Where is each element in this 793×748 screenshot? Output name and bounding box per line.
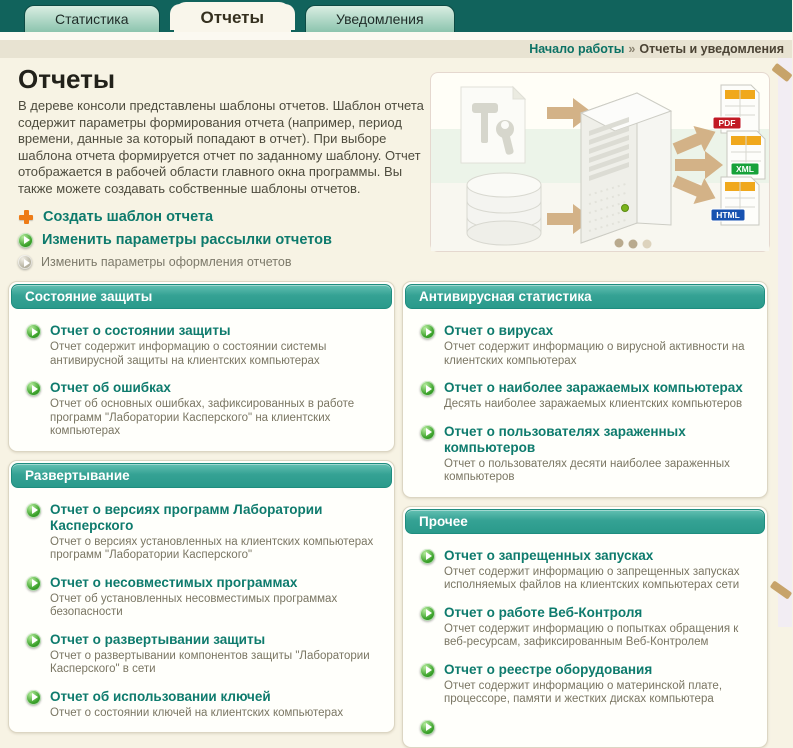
report-link[interactable]: Отчет о версиях программ Лаборатории Касперского: [50, 501, 323, 533]
report-link[interactable]: Отчет о несовместимых программах: [50, 574, 298, 590]
play-icon: [420, 549, 435, 564]
reports-illustration: [430, 72, 770, 252]
report-item[interactable]: [9, 677, 394, 721]
report-item[interactable]: [403, 650, 767, 707]
report-link[interactable]: Отчет об ошибках: [50, 380, 171, 395]
report-item[interactable]: [403, 412, 767, 485]
report-link[interactable]: Отчет о работе Веб-Контроля: [444, 604, 643, 620]
report-description: Отчет о развертывании компонентов защиты "Лаборатории Касперского" в сети: [50, 649, 370, 675]
breadcrumb: [0, 40, 792, 58]
panel-protection-status: [8, 281, 395, 452]
play-icon: [420, 663, 435, 678]
edit-report-appearance-link[interactable]: [18, 255, 424, 269]
action-label: Изменить параметры оформления отчетов: [41, 255, 292, 269]
xml-file-icon: [727, 131, 765, 179]
right-edge-strip: [778, 58, 792, 627]
pdf-file-icon: [713, 85, 759, 133]
create-report-template-link[interactable]: [18, 209, 424, 225]
action-label: Изменить параметры рассылки отчетов: [42, 232, 332, 248]
svg-text:PDF: PDF: [718, 118, 736, 128]
intro-section: [18, 64, 424, 269]
play-icon: [26, 690, 41, 705]
play-icon: [26, 576, 41, 591]
report-item[interactable]: [403, 536, 767, 593]
page-title: Отчеты: [18, 64, 116, 94]
reports-flow-graphic: [431, 73, 769, 251]
report-item[interactable]: [403, 368, 767, 412]
report-description: Отчет об основных ошибках, зафиксированных в работе программ "Лаборатории Касперского" на клиентских компьютерах: [50, 398, 355, 437]
panel-header: Прочее: [405, 509, 765, 534]
report-link[interactable]: Отчет о развертывании защиты: [50, 631, 266, 647]
report-description: Отчет о пользователях десяти наиболее зараженных компьютеров: [444, 457, 730, 483]
report-description: Отчет содержит информацию о запрещенных запусках исполняемых файлов на клиентских компьютерах сети: [444, 565, 740, 591]
report-description: Отчет о состоянии ключей на клиентских компьютерах: [50, 706, 344, 719]
report-description: Отчет содержит информацию о попытках обращения к веб-ресурсам, зафиксированным Веб-Контролем: [444, 622, 739, 648]
report-item[interactable]: [9, 490, 394, 563]
left-column: [8, 281, 395, 733]
svg-text:HTML: HTML: [716, 210, 740, 220]
panel-other: [402, 506, 768, 748]
report-link[interactable]: Отчет об использовании ключей: [50, 688, 271, 704]
right-column: [402, 281, 768, 748]
breadcrumb-link-home[interactable]: Начало работы: [529, 42, 625, 56]
play-icon: [26, 503, 41, 518]
play-icon: [26, 381, 41, 396]
plus-icon: [18, 209, 34, 225]
main-content: [0, 58, 792, 719]
top-spacer-band: [0, 32, 792, 40]
report-description: Отчет об установленных несовместимых программах безопасности: [50, 592, 338, 618]
report-item[interactable]: [9, 563, 394, 620]
breadcrumb-current: Отчеты и уведомления: [639, 42, 784, 56]
play-icon: [18, 233, 33, 248]
decor-arrow-top-icon: [771, 63, 792, 82]
report-item[interactable]: [9, 311, 394, 368]
play-icon: [26, 633, 41, 648]
report-link[interactable]: Отчет о вирусах: [444, 323, 554, 338]
database-icon: [467, 173, 541, 245]
play-icon: [420, 606, 435, 621]
report-link[interactable]: Отчет о наиболее заражаемых компьютерах: [444, 380, 743, 395]
report-item[interactable]: [403, 593, 767, 650]
breadcrumb-separator-icon: »: [628, 42, 636, 56]
play-icon: [420, 324, 435, 339]
tab-reports[interactable]: Отчеты: [174, 2, 292, 32]
report-description: Отчет о версиях установленных на клиентских компьютерах программ "Лаборатории Касперского": [50, 535, 374, 561]
report-description: Отчет содержит информацию о вирусной активности на клиентских компьютерах: [444, 341, 745, 367]
report-link[interactable]: Отчет о состоянии защиты: [50, 323, 231, 338]
panel-deployment: [8, 460, 395, 734]
report-item[interactable]: [9, 368, 394, 439]
report-template-icon: [461, 87, 525, 163]
svg-text:XML: XML: [736, 164, 754, 174]
report-link[interactable]: Отчет о пользователях зараженных компьютеров: [444, 423, 686, 455]
report-description: Отчет содержит информацию о материнской плате, процессоре, памяти и жестких дисках компьютера: [444, 679, 723, 705]
report-item[interactable]: [9, 620, 394, 677]
panel-header: Развертывание: [11, 463, 392, 488]
top-tab-bar: [0, 0, 792, 32]
page-description: В дереве консоли представлены шаблоны отчетов. Шаблон отчета содержит параметры формирования отчета (например, период времени, данные за который попадают в отчет). При выборе шаблона отчета формируется отчет по заданному шаблону. Отчет отображается в рабочей области главного окна программы. Вы также можете создавать собственные шаблоны отчетов.: [18, 98, 424, 196]
report-description: Десять наиболее заражаемых клиентских компьютеров: [444, 398, 743, 410]
panel-antivirus-statistics: [402, 281, 768, 498]
edit-report-delivery-link[interactable]: [18, 232, 424, 248]
report-link[interactable]: Отчет о реестре оборудования: [444, 661, 653, 677]
report-link[interactable]: Отчет о запрещенных запусках: [444, 547, 654, 563]
report-item[interactable]: [403, 311, 767, 368]
tab-statistics[interactable]: Статистика: [24, 5, 160, 32]
play-icon: [420, 720, 435, 735]
decor-arrow-bottom-icon: [770, 580, 793, 599]
report-item-partial[interactable]: [403, 707, 767, 735]
action-label: Создать шаблон отчета: [43, 209, 214, 225]
play-icon: [26, 324, 41, 339]
panel-header: Состояние защиты: [11, 284, 392, 309]
play-icon: [420, 425, 435, 440]
play-muted-icon: [18, 255, 32, 269]
panel-header: Антивирусная статистика: [405, 284, 765, 309]
play-icon: [420, 381, 435, 396]
tab-notifications[interactable]: Уведомления: [305, 5, 455, 32]
action-links: [18, 209, 424, 269]
report-description: Отчет содержит информацию о состоянии системы антивирусной защиты на клиентских компьютерах: [50, 341, 327, 367]
